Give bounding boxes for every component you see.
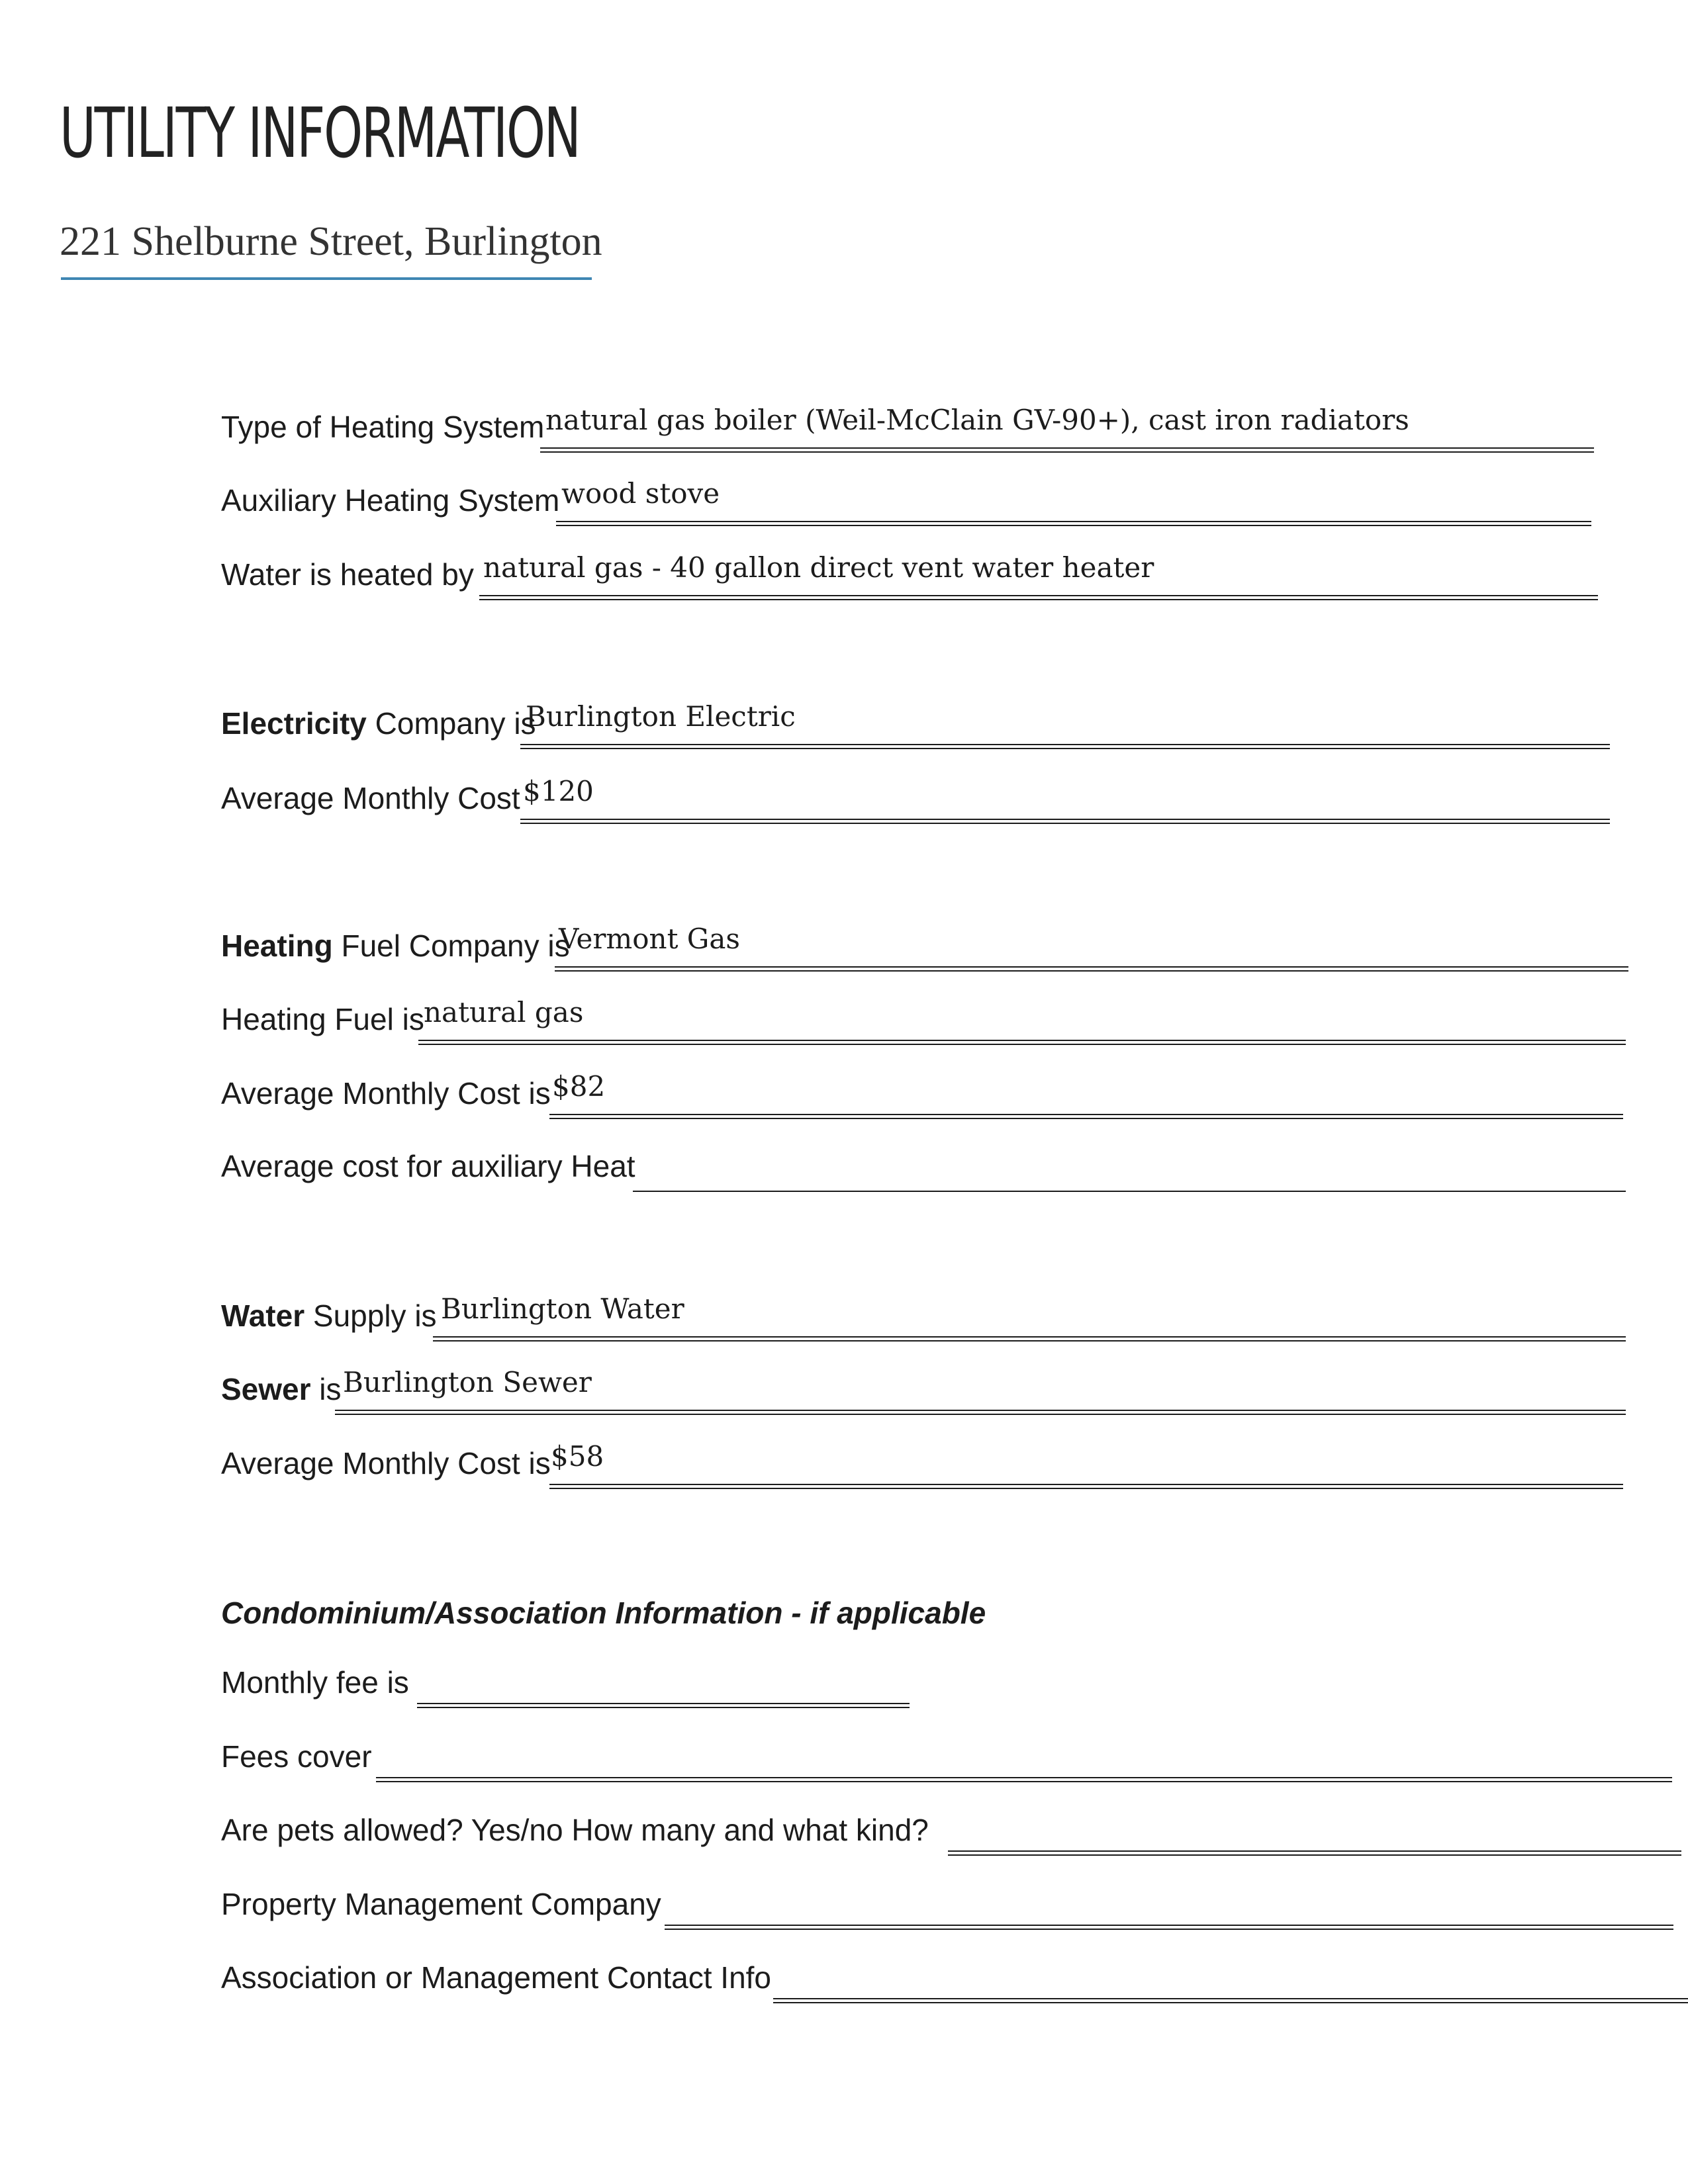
fuel-company-label: Fuel Company is	[332, 929, 570, 963]
electric-cost-value[interactable]: $120	[523, 775, 594, 807]
fees-cover-line	[376, 1777, 1672, 1782]
heating-fuel-heading: Heating	[221, 929, 333, 963]
fuel-cost-label: Average Monthly Cost is	[221, 1076, 551, 1111]
electric-company-value[interactable]: Burlington Electric	[526, 700, 796, 733]
sewer-label: is	[310, 1372, 342, 1406]
water-heater-label: Water is heated by	[221, 557, 474, 592]
property-address: 221 Shelburne Street, Burlington	[60, 219, 602, 264]
water-heading: Water	[221, 1298, 305, 1333]
contact-info-label: Association or Management Contact Info	[221, 1960, 772, 1995]
contact-info-line	[773, 1998, 1688, 2003]
heating-type-label: Type of Heating System	[221, 410, 545, 444]
heating-fuel-label: Heating Fuel is	[221, 1002, 424, 1036]
pets-line	[948, 1850, 1681, 1856]
aux-heating-value[interactable]: wood stove	[561, 477, 720, 510]
heating-fuel-line	[418, 1040, 1626, 1045]
aux-cost-label: Average cost for auxiliary Heat	[221, 1149, 635, 1183]
address-underline	[61, 277, 592, 280]
mgmt-company-line	[665, 1925, 1673, 1930]
monthly-fee-label: Monthly fee is	[221, 1665, 409, 1700]
water-supply-label: Supply is	[305, 1298, 437, 1333]
water-cost-label: Average Monthly Cost is	[221, 1446, 551, 1480]
water-supply-line	[433, 1336, 1626, 1342]
water-supply-value[interactable]: Burlington Water	[441, 1293, 684, 1325]
aux-heating-line	[556, 521, 1591, 526]
heating-type-line	[540, 447, 1594, 453]
heating-type-value[interactable]: natural gas boiler (Weil-McClain GV-90+), cast iron radiators	[545, 404, 1409, 436]
electric-cost-line	[520, 819, 1610, 824]
electric-company-line	[520, 744, 1610, 749]
mgmt-company-label: Property Management Company	[221, 1887, 661, 1921]
sewer-heading: Sewer	[221, 1372, 311, 1406]
water-cost-value[interactable]: $58	[551, 1440, 604, 1473]
monthly-fee-line	[417, 1703, 910, 1708]
pets-label: Are pets allowed? Yes/no How many and what kind?	[221, 1813, 929, 1847]
water-heater-value[interactable]: natural gas - 40 gallon direct vent water heater	[483, 551, 1154, 584]
aux-heating-label: Auxiliary Heating System	[221, 483, 560, 518]
fuel-company-line	[555, 966, 1628, 972]
fuel-cost-line	[549, 1114, 1623, 1119]
electric-cost-label: Average Monthly Cost	[221, 781, 520, 815]
fuel-company-value[interactable]: Vermont Gas	[559, 923, 740, 955]
heating-fuel-value[interactable]: natural gas	[424, 996, 584, 1028]
fuel-cost-value[interactable]: $82	[552, 1070, 606, 1103]
sewer-value[interactable]: Burlington Sewer	[343, 1366, 592, 1398]
water-cost-line	[549, 1484, 1623, 1489]
page-title: UTILITY INFORMATION	[60, 93, 580, 173]
fees-cover-label: Fees cover	[221, 1739, 372, 1774]
electric-company-label: Company is	[366, 706, 536, 741]
aux-cost-line	[633, 1191, 1626, 1192]
electricity-heading: Electricity	[221, 706, 367, 741]
sewer-line	[335, 1410, 1626, 1415]
water-heater-line	[479, 595, 1598, 600]
condo-heading: Condominium/Association Information - if applicable	[221, 1596, 986, 1630]
